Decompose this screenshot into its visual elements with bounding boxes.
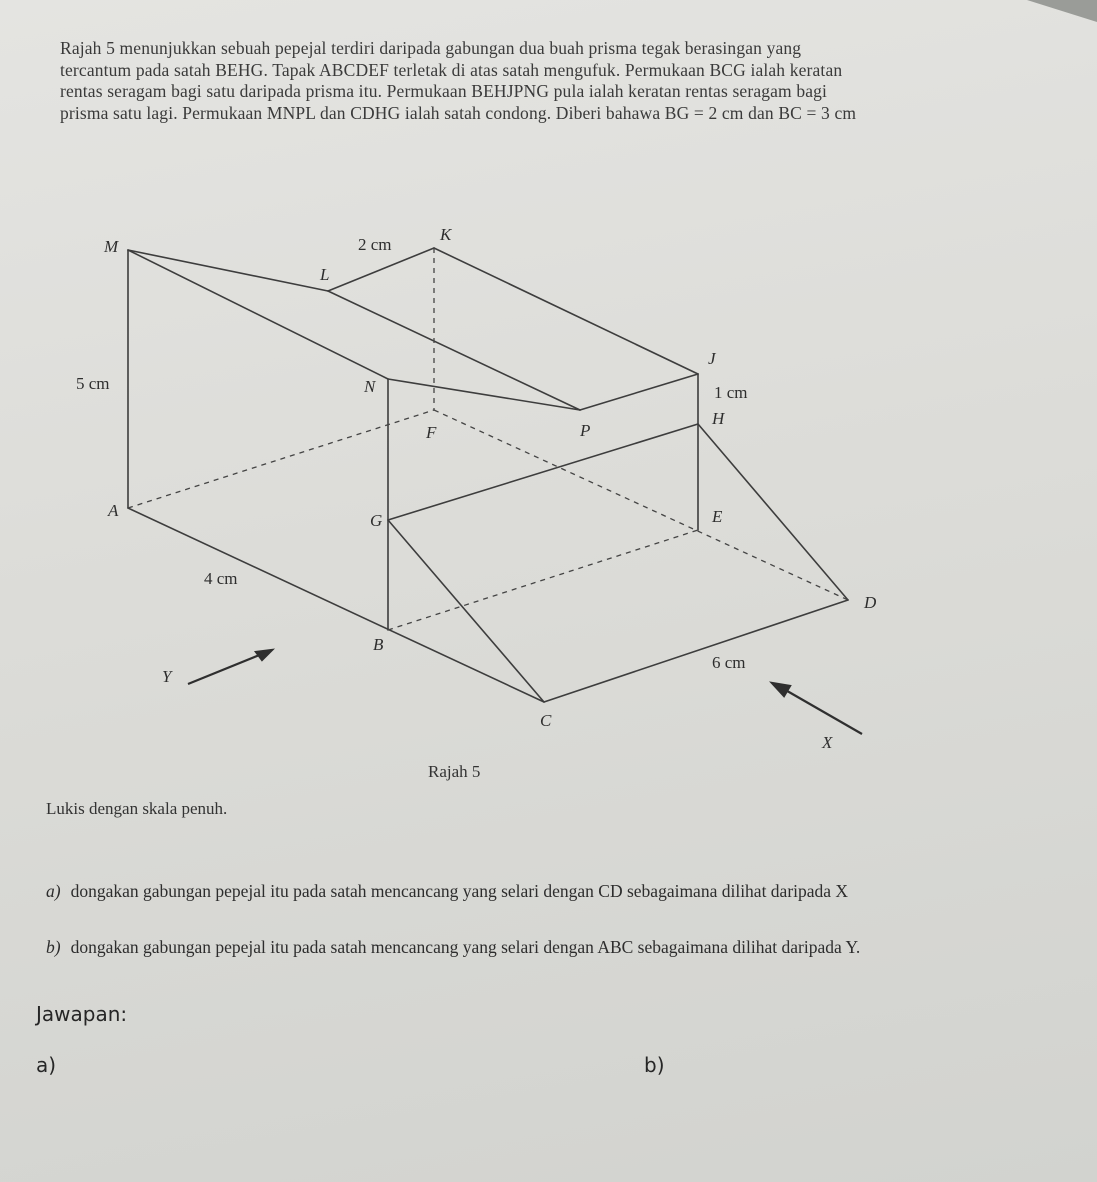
view-label-Y: Y <box>162 667 172 686</box>
vertex-label-K: K <box>440 225 452 244</box>
measurement-right-small: 1 cm <box>714 383 748 402</box>
question-b-mark: b) <box>46 937 61 957</box>
question-a-mark: a) <box>46 881 61 901</box>
question-a <box>46 878 1066 904</box>
intro-line-3: rentas seragam bagi satu daripada prisma itu. Permukaan BEHJPNG pula ialah keratan rentas seragam bagi <box>60 81 828 101</box>
edge-C-D <box>544 600 848 702</box>
edge-M-N <box>128 250 388 379</box>
vertex-label-G: G <box>370 511 383 530</box>
vertex-label-P: P <box>580 421 591 440</box>
figure-caption: Rajah 5 <box>428 762 481 781</box>
question-b <box>46 934 1056 960</box>
intro-line-1: Rajah 5 menunjukkan sebuah pepejal terdiri daripada gabungan dua buah prisma tegak berasingan yang <box>60 38 802 58</box>
hidden-edge-B-E <box>388 530 698 630</box>
view-arrow-Y <box>188 654 262 684</box>
instruction-text: Lukis dengan skala penuh. <box>46 799 228 818</box>
measurement-left-height: 5 cm <box>76 374 110 393</box>
edge-A-C <box>128 508 544 702</box>
measurement-top-edge: 2 cm <box>358 235 392 254</box>
vertex-label-L: L <box>320 265 330 284</box>
view-arrow-X-head <box>772 683 790 696</box>
question-a-text: dongakan gabungan pepejal itu pada satah mencancang yang selari dengan CD sebagaimana dilihat daripada X <box>70 881 849 901</box>
vertex-label-M: M <box>104 237 119 256</box>
view-label-X: X <box>822 733 833 752</box>
vertex-label-E: E <box>712 507 723 526</box>
vertex-label-C: C <box>540 711 552 730</box>
edge-G-C <box>388 520 544 702</box>
edge-K-J <box>434 248 698 374</box>
vertex-label-N: N <box>364 377 376 396</box>
answer-a-label: a) <box>36 1053 57 1077</box>
measurement-base-left: 4 cm <box>204 569 238 588</box>
vertex-label-J: J <box>708 349 716 368</box>
answer-heading: Jawapan: <box>36 1002 128 1026</box>
question-b-text: dongakan gabungan pepejal itu pada satah mencancang yang selari dengan ABC sebagaimana dilihat daripada Y. <box>70 937 861 957</box>
hidden-edge-F-D <box>434 410 848 600</box>
measurement-base-right: 6 cm <box>712 653 746 672</box>
vertex-label-H: H <box>712 409 725 428</box>
edge-N-P <box>388 379 580 410</box>
edge-P-J <box>580 374 698 410</box>
vertex-label-B: B <box>373 635 384 654</box>
answer-b-label: b) <box>644 1053 665 1077</box>
intro-line-2: tercantum pada satah BEHG. Tapak ABCDEF terletak di atas satah mengufuk. Permukaan BCG ialah keratan <box>60 59 843 80</box>
edge-L-K <box>328 248 434 291</box>
vertex-label-F: F <box>426 423 437 442</box>
view-arrow-X <box>782 688 862 734</box>
intro-line-4: prisma satu lagi. Permukaan MNPL dan CDHG ialah satah condong. Diberi bahawa BG = 2 cm dan BC = 3 cm <box>60 102 857 123</box>
view-arrow-Y-head <box>256 650 272 660</box>
vertex-label-A: A <box>108 501 119 520</box>
edge-M-L <box>128 250 328 291</box>
vertex-label-D: D <box>864 593 877 612</box>
